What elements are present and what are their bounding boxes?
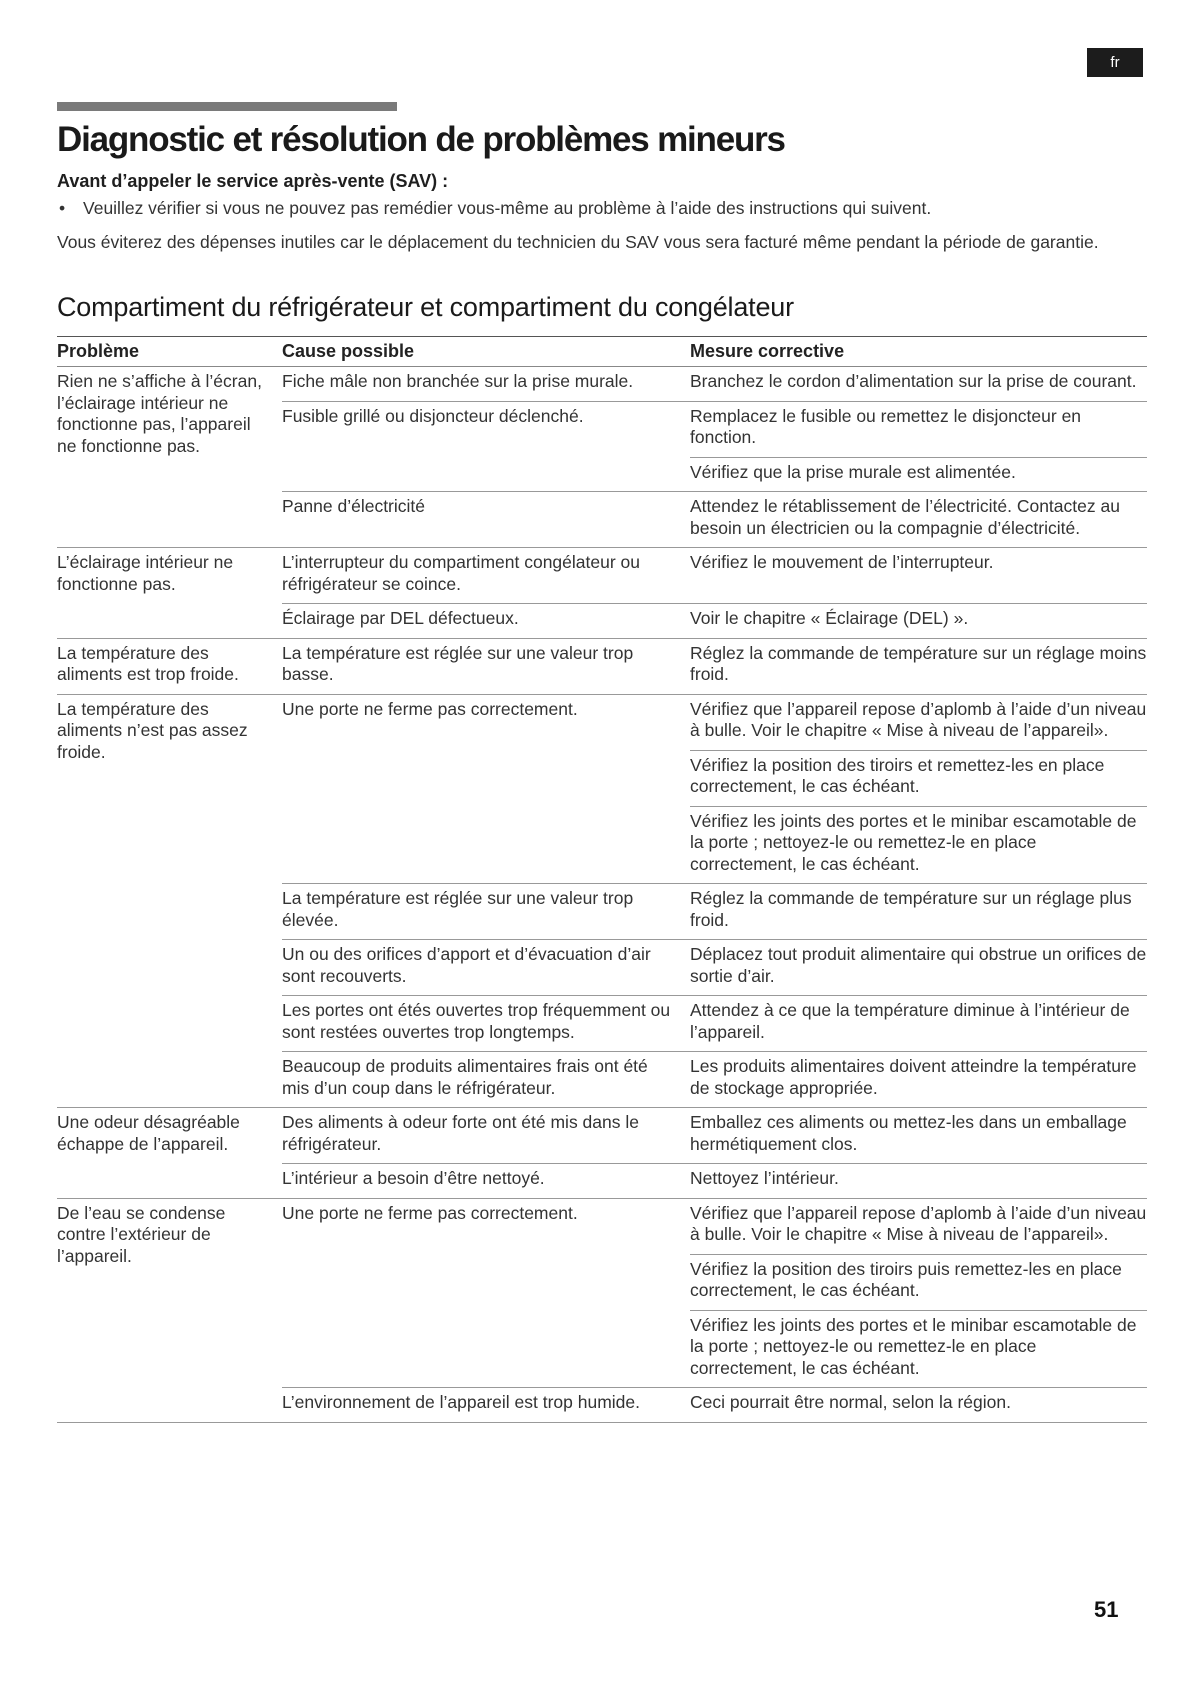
causes-column <box>282 695 1147 1108</box>
header-cause-possible: Cause possible <box>282 341 415 361</box>
table-row <box>282 1108 1147 1163</box>
measure-item: Réglez la commande de température sur un réglage moins froid. <box>690 642 1147 684</box>
measures-cell <box>690 1052 1147 1107</box>
cause-cell: Beaucoup de produits alimentaires frais ont été mis d’un coup dans le réfrigérateur. <box>282 1056 648 1098</box>
table-row-group <box>57 548 1147 639</box>
cause-cell: Une porte ne ferme pas correctement. <box>282 1202 578 1223</box>
cause-cell: Panne d’électricité <box>282 496 425 516</box>
intro-bullet <box>57 197 1147 219</box>
cause-cell: La température est réglée sur une valeur trop basse. <box>282 642 634 684</box>
table-row-group <box>57 1108 1147 1199</box>
measure-item: Vérifiez les joints des portes et le minibar escamotable de la porte ; nettoyez-le ou remettez-le en place correctement, le cas échéant. <box>690 806 1147 884</box>
section-title: Compartiment du réfrigérateur et compartiment du congélateur <box>57 292 794 322</box>
intro-block <box>57 170 1147 253</box>
problem-cell: De l’eau se condense contre l’extérieur de l’appareil. <box>57 1202 226 1266</box>
measures-cell <box>690 639 1147 694</box>
measure-item: Attendez à ce que la température diminue à l’intérieur de l’appareil. <box>690 1000 1130 1042</box>
cause-cell: Une porte ne ferme pas correctement. <box>282 698 578 719</box>
table-row <box>282 548 1147 603</box>
measures-cell <box>690 1388 1147 1422</box>
intro-paragraph: Vous éviterez des dépenses inutiles car le déplacement du technicien du SAV vous sera facturé même pendant la période de garantie. <box>57 232 1099 252</box>
measure-item: Remplacez le fusible ou remettez le disjoncteur en fonction. <box>690 405 1082 447</box>
measure-item: Déplacez tout produit alimentaire qui obstrue un orifices de sortie d’air. <box>690 944 1147 986</box>
measures-cell <box>690 548 1147 603</box>
measures-cell <box>690 367 1147 401</box>
measures-cell <box>690 884 1147 939</box>
cause-cell: La température est réglée sur une valeur trop élevée. <box>282 888 634 930</box>
cause-cell: Un ou des orifices d’apport et d’évacuation d’air sont recouverts. <box>282 944 651 986</box>
cause-cell: L’intérieur a besoin d’être nettoyé. <box>282 1168 545 1188</box>
measures-cell <box>690 1199 1147 1388</box>
cause-cell: L’interrupteur du compartiment congélateur ou réfrigérateur se coince. <box>282 552 640 594</box>
measures-cell <box>690 940 1147 995</box>
causes-column <box>282 1199 1147 1422</box>
language-badge: fr <box>1087 48 1143 77</box>
measures-cell <box>690 492 1147 547</box>
measure-item: Les produits alimentaires doivent atteindre la température de stockage appropriée. <box>690 1056 1137 1098</box>
table-row <box>282 367 1147 401</box>
table-row-group <box>57 639 1147 695</box>
table-row <box>282 1051 1147 1107</box>
cause-cell: Les portes ont étés ouvertes trop fréquemment ou sont restées ouvertes trop longtemps. <box>282 1000 671 1042</box>
table-row <box>282 695 1147 884</box>
cause-cell: Des aliments à odeur forte ont été mis dans le réfrigérateur. <box>282 1112 639 1154</box>
problem-cell: La température des aliments n’est pas assez froide. <box>57 698 248 762</box>
table-row-group <box>57 695 1147 1109</box>
table-row <box>282 1163 1147 1198</box>
table-row <box>282 1199 1147 1388</box>
page-number: 51 <box>1094 1597 1119 1622</box>
measure-item: Attendez le rétablissement de l’électricité. Contactez au besoin un électricien ou la compagnie d’électricité. <box>690 496 1120 538</box>
troubleshooting-table <box>57 336 1147 1423</box>
measure-item: Réglez la commande de température sur un réglage plus froid. <box>690 888 1132 930</box>
measure-item: Emballez ces aliments ou mettez-les dans un emballage hermétiquement clos. <box>690 1112 1127 1154</box>
table-row-group <box>57 1199 1147 1423</box>
measures-cell <box>690 604 1147 638</box>
page-title: Diagnostic et résolution de problèmes mineurs <box>57 120 785 159</box>
measures-cell <box>690 402 1147 492</box>
header-accent-bar <box>57 102 397 111</box>
table-row <box>282 639 1147 694</box>
measure-item: Vérifiez la position des tiroirs puis remettez-les en place correctement, le cas échéant. <box>690 1254 1147 1310</box>
bullet-dot-icon: • <box>59 198 66 218</box>
cause-cell: Fusible grillé ou disjoncteur déclenché. <box>282 405 584 426</box>
header-mesure-corrective: Mesure corrective <box>690 341 845 361</box>
intro-bullet-text: Veuillez vérifier si vous ne pouvez pas remédier vous-même au problème à l’aide des instructions qui suivent. <box>83 198 932 218</box>
table-row-group <box>57 367 1147 548</box>
table-row <box>282 1387 1147 1422</box>
causes-column <box>282 639 1147 694</box>
measure-item: Vérifiez les joints des portes et le minibar escamotable de la porte ; nettoyez-le ou remettez-le en place correctement, le cas échéant. <box>690 1310 1147 1388</box>
measures-cell <box>690 695 1147 884</box>
measure-item: Ceci pourrait être normal, selon la région. <box>690 1392 1011 1412</box>
measure-item: Vérifiez que l’appareil repose d’aplomb à l’aide d’un niveau à bulle. Voir le chapitre « Mise à niveau de l’appareil». <box>690 1202 1147 1244</box>
measures-cell <box>690 1108 1147 1163</box>
measure-item: Nettoyez l’intérieur. <box>690 1168 839 1188</box>
table-row <box>282 401 1147 492</box>
cause-cell: L’environnement de l’appareil est trop humide. <box>282 1392 640 1412</box>
table-row <box>282 995 1147 1051</box>
measures-cell <box>690 996 1147 1051</box>
cause-cell: Fiche mâle non branchée sur la prise murale. <box>282 371 634 391</box>
table-body <box>57 367 1147 1423</box>
measure-item: Vérifiez que la prise murale est alimentée. <box>690 457 1147 492</box>
table-row <box>282 883 1147 939</box>
measure-item: Vérifiez le mouvement de l’interrupteur. <box>690 552 994 572</box>
problem-cell: La température des aliments est trop froide. <box>57 642 239 684</box>
causes-column <box>282 1108 1147 1198</box>
measures-cell <box>690 1164 1147 1198</box>
header-probleme: Problème <box>57 341 140 361</box>
table-row <box>282 491 1147 547</box>
cause-cell: Éclairage par DEL défectueux. <box>282 608 519 628</box>
measure-item: Voir le chapitre « Éclairage (DEL) ». <box>690 608 969 628</box>
table-header <box>57 336 1147 367</box>
measure-item: Vérifiez que l’appareil repose d’aplomb à l’aide d’un niveau à bulle. Voir le chapitre « Mise à niveau de l’appareil». <box>690 698 1147 740</box>
table-row <box>282 939 1147 995</box>
causes-column <box>282 367 1147 547</box>
problem-cell: Rien ne s’affiche à l’écran, l’éclairage intérieur ne fonctionne pas, l’appareil ne fonctionne pas. <box>57 371 262 456</box>
intro-heading: Avant d’appeler le service après-vente (SAV) : <box>57 171 449 191</box>
causes-column <box>282 548 1147 638</box>
problem-cell: L’éclairage intérieur ne fonctionne pas. <box>57 552 234 594</box>
measure-item: Branchez le cordon d’alimentation sur la prise de courant. <box>690 371 1137 391</box>
problem-cell: Une odeur désagréable échappe de l’appareil. <box>57 1112 240 1154</box>
table-row <box>282 603 1147 638</box>
measure-item: Vérifiez la position des tiroirs et remettez-les en place correctement, le cas échéant. <box>690 750 1147 806</box>
